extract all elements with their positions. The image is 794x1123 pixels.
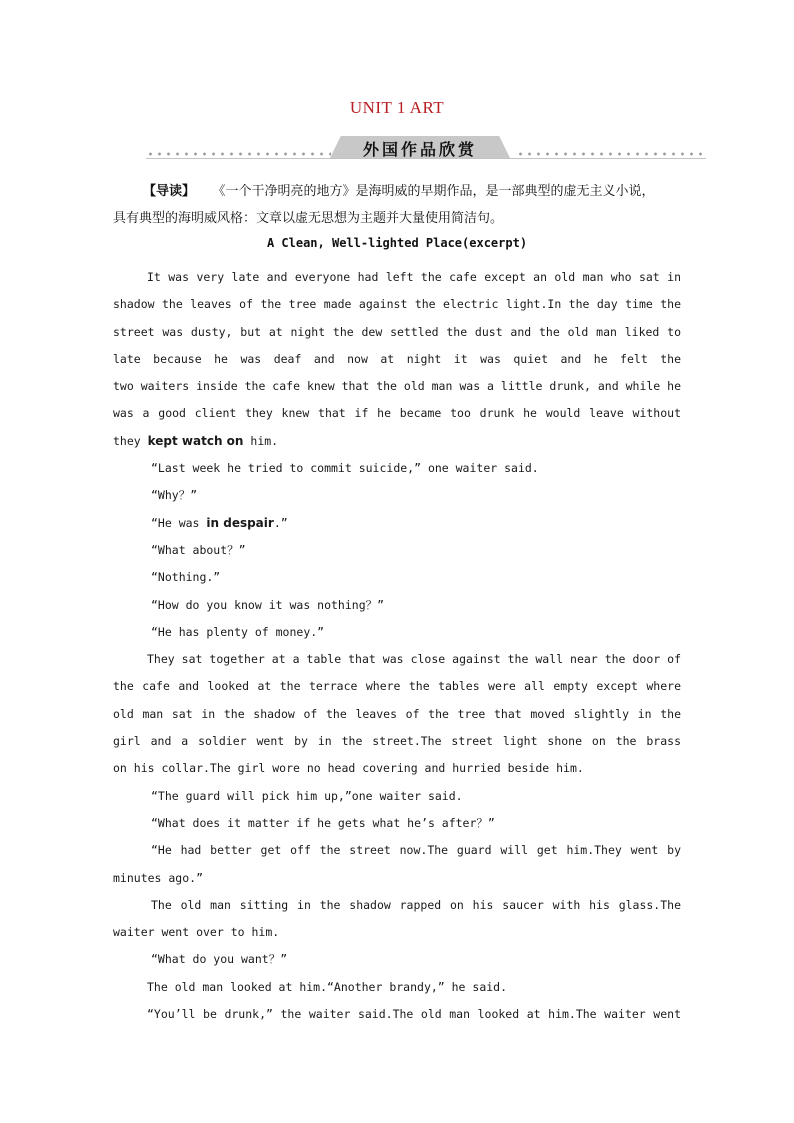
vocab-phrase: in despair <box>206 515 274 530</box>
dialogue-line: “What does it matter if he gets what he’s after？” <box>151 815 495 830</box>
text-line: They sat together at a table that was close against the wall near the door of <box>147 652 681 667</box>
dialogue-line: “Why？” <box>151 488 198 503</box>
text-line: old man sat in the shadow of the leaves of the tree that moved slightly in the <box>113 706 681 721</box>
dialogue-line: “What about？” <box>151 542 246 557</box>
dialogue-line: “He had better get off the street now.The guard will get him.They went by <box>151 843 681 858</box>
text-line: The old man sitting in the shadow rapped on his saucer with his glass.The <box>151 897 681 912</box>
intro-text-1: 《一个干净明亮的地方》是海明威的早期作品，是一部典型的虚无主义小说， <box>219 184 655 199</box>
unit-title: UNIT 1 ART <box>349 98 445 117</box>
intro-paragraph <box>113 178 681 232</box>
dialogue-line <box>113 510 681 537</box>
intro-line-1 <box>113 178 681 205</box>
text-line: two waiters inside the cafe knew that the old man was a little drunk, and while he <box>113 379 681 394</box>
dialogue-line: “You’ll be drunk,” the waiter said.The old man looked at him.The waiter went <box>147 1007 681 1022</box>
dialogue-line: “The guard will pick him up,”one waiter said. <box>151 788 463 803</box>
text-line: shadow the leaves of the tree made against the electric light.In the day time the <box>113 297 681 312</box>
story-body <box>113 264 681 1028</box>
text-run: they <box>113 433 148 448</box>
text-line: the cafe and looked at the terrace where the tables were all empty except where <box>113 679 681 694</box>
dialogue-line: “He has plenty of money.” <box>151 624 325 639</box>
dialogue-line: “What do you want？” <box>151 952 288 967</box>
vocab-phrase: kept watch on <box>147 433 244 448</box>
intro-tag: 【导读】 <box>143 184 196 199</box>
story-title: A Clean, Well-lighted Place(excerpt) <box>266 236 528 250</box>
text-line: waiter went over to him. <box>113 925 280 940</box>
banner-dots-right <box>516 152 706 156</box>
banner-label: 外国作品欣赏 <box>362 140 477 159</box>
text-run: “He was <box>151 515 207 530</box>
text-line: was a good client they knew that if he became too drunk he would leave without <box>113 406 681 421</box>
intro-line-2: 具有典型的海明威风格：文章以虚无思想为主题并大量使用简洁句。 <box>113 211 504 226</box>
dialogue-line: The old man looked at him.“Another brandy,” he said. <box>147 979 508 994</box>
dialogue-line: “Last week he tried to commit suicide,” one waiter said. <box>151 461 539 476</box>
text-line <box>113 428 681 455</box>
text-line: street was dusty, but at night the dew settled the dust and the old man liked to <box>113 324 681 339</box>
text-run: him. <box>243 433 279 448</box>
text-line: minutes ago.” <box>113 870 204 885</box>
dialogue-line: “Nothing.” <box>151 570 221 585</box>
dialogue-line: “How do you know it was nothing？” <box>151 597 385 612</box>
text-run: .” <box>273 515 288 530</box>
text-line: It was very late and everyone had left the cafe except an old man who sat in <box>147 270 681 284</box>
section-banner <box>146 136 706 162</box>
banner-dots-left <box>146 152 331 156</box>
text-line: girl and a soldier went by in the street.The street light shone on the brass <box>113 734 681 749</box>
text-line: on his collar.The girl wore no head covering and hurried beside him. <box>113 761 584 776</box>
text-line: late because he was deaf and now at night it was quiet and he felt the <box>113 351 681 366</box>
